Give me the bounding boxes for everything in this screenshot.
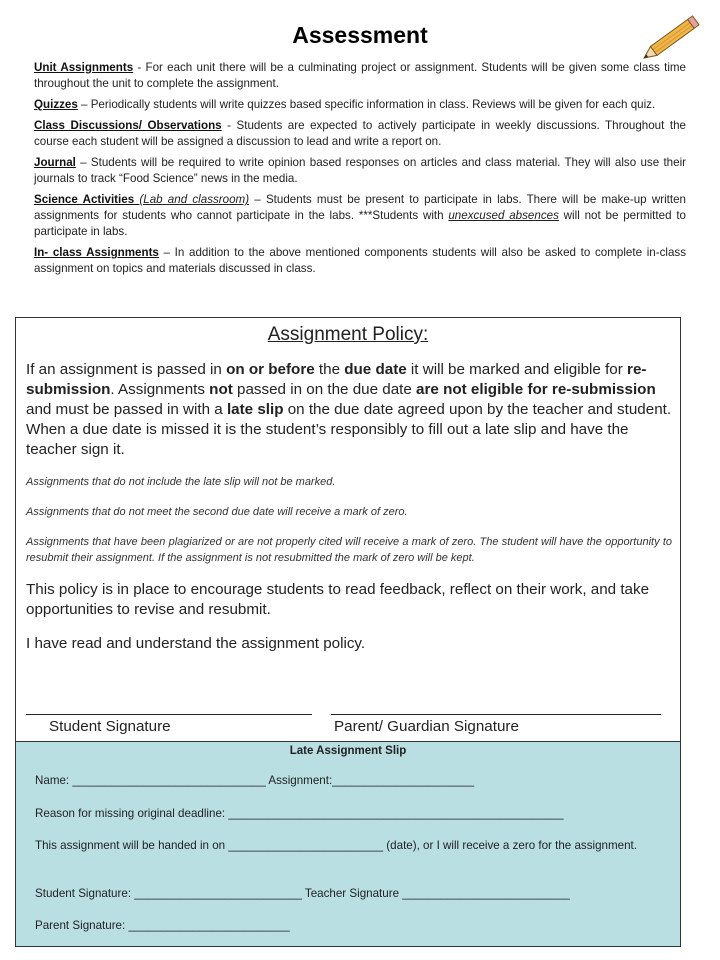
policy-bold: not [209,381,233,398]
item-text: – Students will be required to write opinion based responses on articles and class material. They will also use their journals to track “Food Science” news in the media. [34,156,686,185]
item-underline: unexcused absences [448,209,559,222]
slip-parent-signature-field[interactable]: Parent Signature: _________________________ [35,919,290,932]
policy-purpose: This policy is in place to encourage students to read feedback, reflect on their work, and take opportunities to revise and resubmit. [26,581,650,618]
policy-note: Assignments that do not include the late slip will not be marked. [26,476,336,488]
assessment-components [34,60,686,282]
policy-bold: on or before [226,361,315,378]
item-paren: (Lab and classroom) [139,193,250,206]
item-heading: Science Activities [34,193,140,206]
policy-bold: re-submission [26,361,647,398]
late-assignment-slip [15,741,681,947]
parent-signature-line[interactable] [331,714,661,715]
slip-signature-fields[interactable]: Student Signature: __________________________ Teacher Signature __________________________ [35,887,570,900]
list-item [34,118,686,150]
pencil-icon [636,14,706,64]
item-heading: In- class Assignments [34,246,159,259]
list-item [34,60,686,92]
policy-bold: due date [344,361,407,378]
policy-main-text [26,360,672,460]
policy-bold: are not eligible for re-submission [416,381,656,398]
assignment-policy-box [15,317,681,742]
slip-title: Late Assignment Slip [289,745,407,757]
policy-note: Assignments that have been plagiarized or are not properly cited will receive a mark of zero. The student will have the opportunity to resubmit their assignment. If the assignment is not resubmitted the mark of zero will be kept. [26,536,672,564]
parent-signature-label: Parent/ Guardian Signature [334,718,519,735]
policy-text: the [314,361,345,378]
item-text-2: will not be permitted to participate in labs. [34,209,686,238]
list-item [34,245,686,277]
student-signature-line[interactable] [26,714,312,715]
policy-bold: late slip [226,401,284,418]
policy-acknowledgement: I have read and understand the assignment policy. [26,635,366,652]
item-text: – In addition to the above mentioned components students will also be asked to complete in-class assignment on topics and materials discussed in class. [34,246,686,275]
item-heading: Quizzes [34,98,78,111]
item-heading: Unit Assignments [34,61,134,74]
policy-title: Assignment Policy: [267,324,429,345]
policy-text: . Assignments [110,381,210,398]
policy-text: passed in on the due date [232,381,417,398]
slip-name-field[interactable]: Name: ______________________________ Assignment:______________________ [35,774,475,787]
item-text: – Periodically students will write quizzes based specific information in class. Reviews will be given for each quiz. [77,98,656,111]
policy-note: Assignments that do not meet the second due date will receive a mark of zero. [26,506,408,518]
policy-text: If an assignment is passed in [26,361,227,378]
list-item [34,97,686,113]
list-item [34,155,686,187]
policy-text: and must be passed in with a [26,401,227,418]
list-item [34,192,686,240]
slip-reason-field[interactable]: Reason for missing original deadline: ____________________________________________________ [35,807,564,820]
policy-text: it will be marked and eligible for [406,361,628,378]
signature-area [26,706,676,746]
item-heading: Class Discussions/ Observations [34,119,222,132]
item-text: – Students must be present to participate in labs. There will be make-up written assignments for students who cannot participate in the labs. ***Students with [34,193,686,222]
student-signature-label: Student Signature [49,718,171,735]
item-heading: Journal [34,156,76,169]
item-text: - For each unit there will be a culminating project or assignment. Students will be given some class time throughout the unit to complete the assignment. [34,61,686,90]
policy-text: on the due date agreed upon by the teacher and student. When a due date is missed it is the student’s responsibly to fill out a late slip and have the teacher sign it. [26,401,672,458]
slip-handed-in-field[interactable]: This assignment will be handed in on ________________________ (date), or I will receive a zero for the assignment. [35,839,637,852]
item-text: - Students are expected to actively participate in weekly discussions. Throughout the course each student will be assigned a discussion to lead and write a report on. [34,119,686,148]
page-title: Assessment [292,22,428,48]
